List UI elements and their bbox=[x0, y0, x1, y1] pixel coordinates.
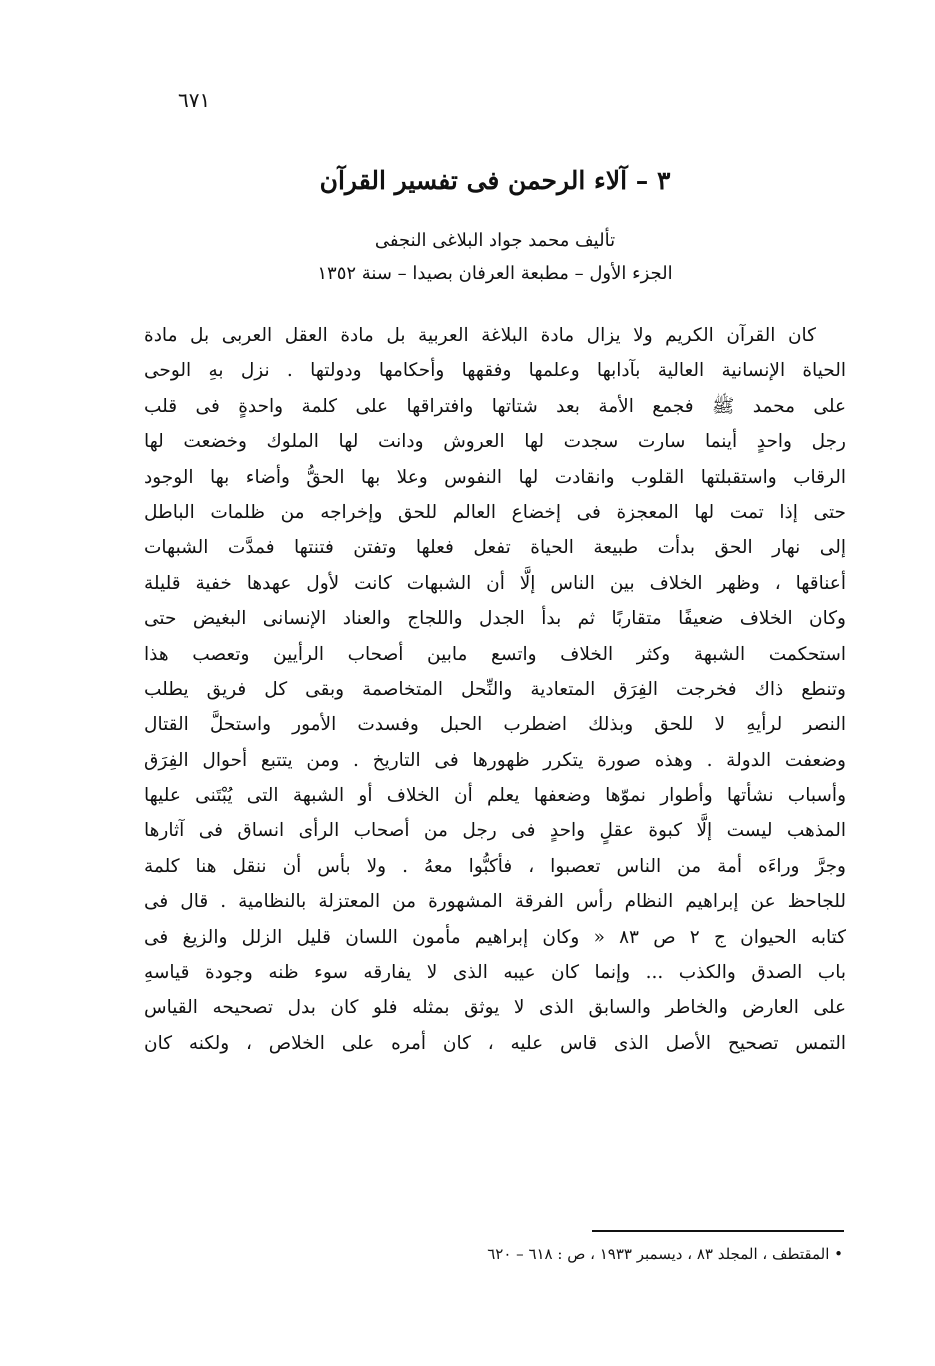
text-line: النصر لرأيهِ لا للحق وبذلك اضطرب الحبل وفسدت الأمور واستحلَّ القتال bbox=[144, 714, 846, 736]
text-line: كتابه الحيوان ج ٢ ص ٨٣ « وكان إبراهيم مأمون اللسان قليل الزلل والزيغ فى bbox=[144, 926, 846, 948]
text-line: إلى نهار الحق بدأت طبيعة الحياة تفعل فعلها وتفتن فتنتها فمدَّت الشبهات bbox=[144, 537, 846, 559]
text-line: التمس تصحيح الأصل الذى قاس عليه ، كان أمره على الخلاص ، ولكنه كان bbox=[144, 1032, 846, 1054]
text-line: للجاحظ عن إبراهيم النظام رأس الفرقة المشهورة من المعتزلة بالنظامية . قال فى bbox=[144, 891, 846, 913]
text-line: وكان الخلاف ضعيفًا متقاربًا ثم بدأ الجدل واللجاج والعناد الإنسانى البغيض حتى bbox=[144, 608, 846, 630]
text-line: باب الصدق والكذب ... وإنما كان عيبه الذى لا يفارقه سوء ظنه وجودة قياسهِ bbox=[144, 962, 846, 984]
text-line: وجرَّ وراءَه أمة من الناس تعصبوا ، فأكبُّوا معهُ . ولا بأس أن ننقل هنا كلمة bbox=[144, 855, 846, 877]
edition-line: الجزء الأول – مطبعة العرفان بصيدا – سنة ١٣٥٢ bbox=[317, 263, 673, 284]
text-line: على العارض والخاطر والسابق الذى لا يوثق بمثله فلو كان بدل تصحيحه القياس bbox=[144, 997, 846, 1019]
article-title: ٣ – آلاء الرحمن فى تفسير القرآن bbox=[319, 166, 671, 195]
author-line: تأليف محمد جواد البلاغى النجفى bbox=[374, 230, 616, 251]
body-text bbox=[144, 318, 846, 1061]
page-number: ٦٧١ bbox=[178, 88, 211, 112]
text-line: رجل واحدٍ أينما سارت سجدت لها العروش ودانت لها الملوك وخضعت لها bbox=[144, 431, 846, 453]
text-line: المذهب ليست إلَّا كبوة عقلٍ واحدٍ فى رجل من أصحاب الرأى انساق فى آثارها bbox=[144, 820, 846, 842]
text-line: وتنطع ذاك فخرجت الفِرَق المتعادية والنِّحل المتخاصمة وبقى كل فريق يطلب bbox=[144, 678, 846, 700]
text-line: وأسباب نشأتها وأطوار نموّها وضعفها يعلم أن الخلاف أو الشبهة التى يُبْتَنى عليها bbox=[144, 785, 846, 807]
text-line: أعناقها ، وظهر الخلاف بين الناس إلَّا أن الشبهات كانت لأول عهدها خفية قليلة bbox=[144, 572, 846, 594]
text-line: الرقاب واستقبلتها القلوب وانقادت لها النفوس وعلا بها الحقُّ وأضاء بها الوجود bbox=[144, 466, 846, 488]
footnote: • المقتطف ، المجلد ٨٣ ، ديسمبر ١٩٣٣ ، ص : ٦١٨ – ٦٢٠ bbox=[487, 1245, 843, 1263]
text-line: حتى إذا تمت لها المعجزة فى إخضاع العالم للحق وإخراجه من ظلمات الباطل bbox=[144, 501, 846, 523]
text-line: استحكمت الشبهة وكثر الخلاف واتسع مابين أصحاب الرأيين وتعصب هذا bbox=[144, 643, 846, 665]
text-line: الحياة الإنسانية العالية بآدابها وعلمها وفقهها وأحكامها ودولتها . نزل بهِ الوحى bbox=[144, 360, 846, 382]
footnote-divider bbox=[592, 1230, 844, 1232]
text-line: على محمد ﷺ فجمع الأمة بعد شتاتها وافتراقها على كلمة واحدةٍ فى قلب bbox=[144, 395, 846, 417]
text-line: كان القرآن الكريم ولا يزال مادة البلاغة العربية بل مادة العقل العربى بل مادة bbox=[144, 325, 816, 346]
text-line: وضعفت الدولة . وهذه صورة يتكرر ظهورها فى التاريخ . ومن يتتبع أحوال الفِرَق bbox=[144, 749, 846, 771]
